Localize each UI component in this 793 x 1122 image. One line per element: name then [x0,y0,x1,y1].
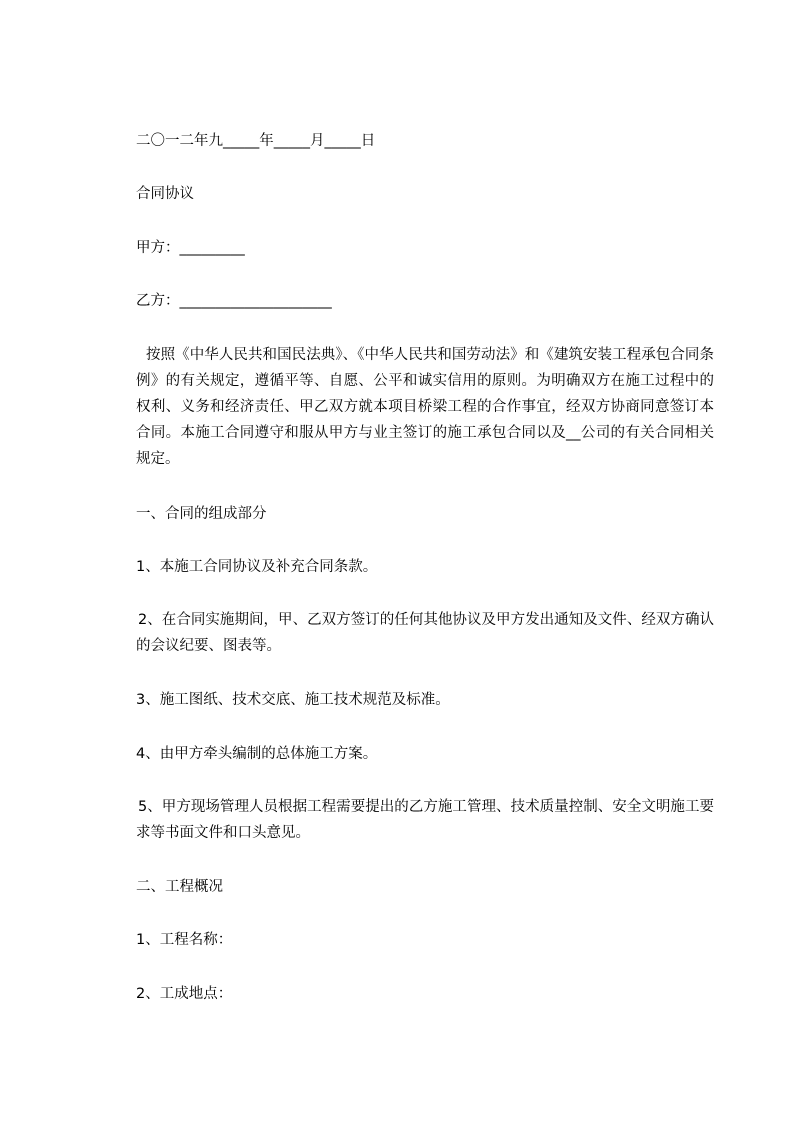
section1-item-text: 5、甲方现场管理人员根据工程需要提出的乙方施工管理、技术质量控制、安全文明施工要求等书面文件和口头意见。 [136,799,714,841]
section1-item: 3、施工图纸、技术交底、施工技术规范及标准。 [136,692,450,708]
section1-item: 1、本施工合同协议及补充合同条款。 [136,559,378,575]
preamble-text: 按照《中华人民共和国民法典》、《中华人民共和国劳动法》和《建筑安装工程承包合同条例》的有关规定，遵循平等、自愿、公平和诚实信用的原则。为明确双方在施工过程中的权利、义务和经济责任、甲乙双方就本项目桥梁工程的合作事宜，经双方协商同意签订本合同。本施工合同遵守和服从甲方与业主签订的施工承包合同以及__公司的有关合同相关规定。 [136,347,714,467]
section1-item: 4、由甲方牵头编制的总体施工方案。 [136,746,378,762]
party-b-line: 乙方：_____________________ [136,293,332,309]
section2-heading: 二、工程概况 [136,879,223,895]
contract-title: 合同协议 [136,186,194,202]
section1-item [136,607,714,659]
section1-item [136,794,714,846]
section2-item: 1、工程名称： [136,932,233,948]
section1-heading: 一、合同的组成部分 [136,506,267,522]
preamble-paragraph [136,342,714,472]
section2-item: 2、工成地点： [136,986,233,1002]
date-line: 二〇一二年九_____年_____月_____日 [136,133,376,149]
section1-item-text: 2、在合同实施期间，甲、乙双方签订的任何其他协议及甲方发出通知及文件、经双方确认的会议纪要、图表等。 [136,612,714,654]
party-a-line: 甲方：_________ [136,240,245,256]
